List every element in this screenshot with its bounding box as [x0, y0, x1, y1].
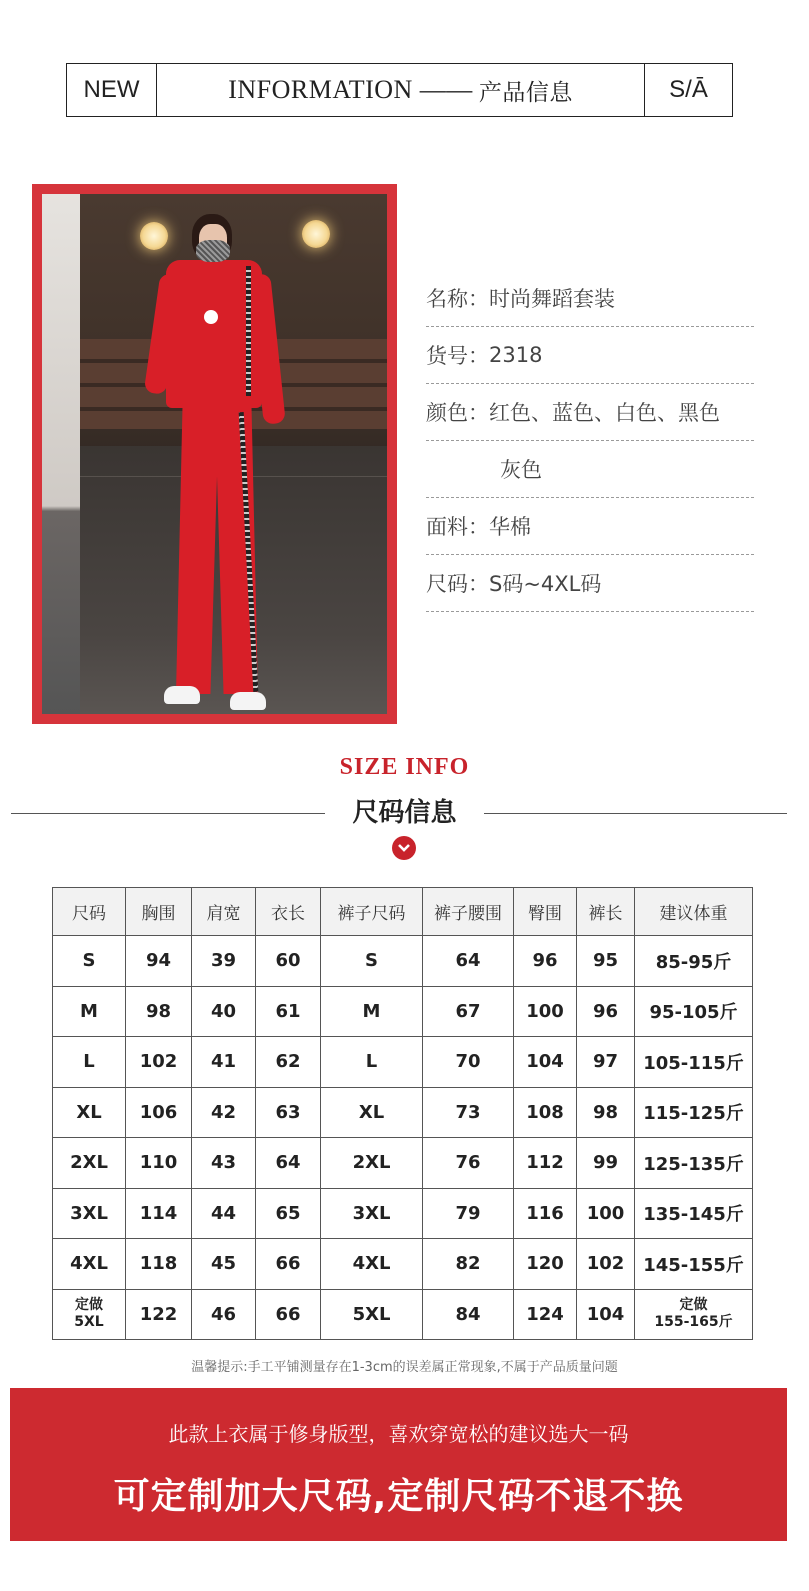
- table-row: [53, 1188, 753, 1239]
- table-row: [53, 986, 753, 1037]
- product-info-list: [426, 270, 754, 612]
- info-value: 2318: [489, 343, 543, 367]
- jacket-logo: [204, 310, 218, 324]
- info-label: 面料：: [426, 515, 489, 539]
- table-cell: 104: [577, 1289, 635, 1340]
- table-cell: 122: [126, 1289, 192, 1340]
- table-cell: 97: [577, 1037, 635, 1088]
- chevron-down-icon: [392, 836, 416, 860]
- table-cell: 63: [256, 1087, 321, 1138]
- table-cell: 102: [126, 1037, 192, 1088]
- table-cell: 46: [192, 1289, 256, 1340]
- table-cell: 98: [126, 986, 192, 1037]
- info-label: 名称：: [426, 287, 489, 311]
- info-row-size: [426, 555, 754, 612]
- divider-right: [484, 813, 787, 814]
- table-cell: 61: [256, 986, 321, 1037]
- table-cell: 98: [577, 1087, 635, 1138]
- model-figure: [150, 214, 290, 714]
- table-cell: 40: [192, 986, 256, 1037]
- table-cell: 2XL: [53, 1138, 126, 1189]
- promo-banner: [10, 1388, 787, 1541]
- info-row-sku: [426, 327, 754, 384]
- table-header-cell: 衣长: [256, 888, 321, 936]
- table-cell: 115-125斤: [635, 1087, 753, 1138]
- table-cell: 64: [423, 936, 514, 987]
- table-header-cell: 裤长: [577, 888, 635, 936]
- table-header-cell: 裤子腰围: [423, 888, 514, 936]
- size-info-title-cn: 尺码信息: [352, 798, 457, 828]
- table-cell: 62: [256, 1037, 321, 1088]
- table-cell: 120: [514, 1239, 577, 1290]
- table-cell: 124: [514, 1289, 577, 1340]
- table-row: [53, 1037, 753, 1088]
- table-cell: 100: [577, 1188, 635, 1239]
- table-body: [53, 936, 753, 1340]
- table-cell: 60: [256, 936, 321, 987]
- info-label: 货号：: [426, 344, 489, 368]
- info-row-fabric: [426, 498, 754, 555]
- table-cell: 95: [577, 936, 635, 987]
- photo-scene: [42, 194, 387, 714]
- table-cell: 125-135斤: [635, 1138, 753, 1189]
- table-header-cell: 胸围: [126, 888, 192, 936]
- table-cell: 2XL: [321, 1138, 423, 1189]
- table-cell: 定做 5XL: [53, 1289, 126, 1340]
- table-row: [53, 1138, 753, 1189]
- table-cell: L: [321, 1037, 423, 1088]
- table-cell: 135-145斤: [635, 1188, 753, 1239]
- table-cell: 44: [192, 1188, 256, 1239]
- table-cell: 67: [423, 986, 514, 1037]
- wall: [42, 194, 80, 714]
- table-cell: 3XL: [321, 1188, 423, 1239]
- table-cell: 116: [514, 1188, 577, 1239]
- table-cell: 定做 155-165斤: [635, 1289, 753, 1340]
- table-cell: 112: [514, 1138, 577, 1189]
- info-row-color-cont: [426, 441, 754, 498]
- header-title-cn: 产品信息: [478, 79, 573, 106]
- table-header-cell: 尺码: [53, 888, 126, 936]
- shoe-left: [164, 686, 200, 704]
- table-header-row: [53, 888, 753, 936]
- table-cell: 76: [423, 1138, 514, 1189]
- table-cell: S: [53, 936, 126, 987]
- table-cell: 65: [256, 1188, 321, 1239]
- info-value: 时尚舞蹈套装: [489, 287, 615, 311]
- info-value: S码~4XL码: [489, 572, 602, 596]
- table-cell: 5XL: [321, 1289, 423, 1340]
- lamp-right: [302, 220, 330, 248]
- table-header-cell: 裤子尺码: [321, 888, 423, 936]
- jacket-stripe: [246, 266, 251, 396]
- table-cell: L: [53, 1037, 126, 1088]
- table-cell: 4XL: [53, 1239, 126, 1290]
- table-cell: 108: [514, 1087, 577, 1138]
- brand-label: S/Ā: [644, 64, 732, 116]
- product-photo: [32, 184, 397, 724]
- table-cell: 70: [423, 1037, 514, 1088]
- table-cell: 96: [514, 936, 577, 987]
- table-cell: 45: [192, 1239, 256, 1290]
- table-header-cell: 建议体重: [635, 888, 753, 936]
- table-row: [53, 1239, 753, 1290]
- table-cell: 66: [256, 1289, 321, 1340]
- table-cell: 104: [514, 1037, 577, 1088]
- table-row: [53, 936, 753, 987]
- table-cell: 106: [126, 1087, 192, 1138]
- new-label: NEW: [67, 64, 157, 116]
- table-cell: 145-155斤: [635, 1239, 753, 1290]
- table-cell: 100: [514, 986, 577, 1037]
- size-info-title-en: SIZE INFO: [339, 754, 470, 780]
- table-cell: 39: [192, 936, 256, 987]
- table-cell: 110: [126, 1138, 192, 1189]
- banner-line-2: 可定制加大尺码,定制尺码不退不换: [113, 1476, 684, 1517]
- table-cell: 64: [256, 1138, 321, 1189]
- info-header-bar: [66, 63, 733, 117]
- info-value: 灰色: [500, 458, 542, 482]
- table-cell: 3XL: [53, 1188, 126, 1239]
- table-cell: M: [53, 986, 126, 1037]
- table-row: [53, 1289, 753, 1340]
- table-cell: 4XL: [321, 1239, 423, 1290]
- info-value: 红色、蓝色、白色、黑色: [489, 401, 720, 425]
- model-mask: [196, 240, 230, 262]
- table-header-cell: 肩宽: [192, 888, 256, 936]
- banner-line-1: 此款上衣属于修身版型，喜欢穿宽松的建议选大一码: [168, 1422, 629, 1446]
- table-cell: 114: [126, 1188, 192, 1239]
- table-cell: 99: [577, 1138, 635, 1189]
- info-label: 颜色：: [426, 401, 489, 425]
- table-cell: 96: [577, 986, 635, 1037]
- info-label: 尺码：: [426, 572, 489, 596]
- table-cell: 82: [423, 1239, 514, 1290]
- table-cell: 118: [126, 1239, 192, 1290]
- measurement-note: 温馨提示:手工平铺测量存在1-3cm的误差属正常现象,不属于产品质量问题: [191, 1360, 618, 1375]
- table-cell: 85-95斤: [635, 936, 753, 987]
- size-table: [52, 887, 753, 1340]
- table-cell: 94: [126, 936, 192, 987]
- table-cell: 102: [577, 1239, 635, 1290]
- table-cell: M: [321, 986, 423, 1037]
- table-cell: 84: [423, 1289, 514, 1340]
- table-cell: 73: [423, 1087, 514, 1138]
- table-cell: 79: [423, 1188, 514, 1239]
- info-row-color: [426, 384, 754, 441]
- table-cell: 43: [192, 1138, 256, 1189]
- table-cell: S: [321, 936, 423, 987]
- table-cell: 66: [256, 1239, 321, 1290]
- table-cell: 105-115斤: [635, 1037, 753, 1088]
- shoe-right: [230, 692, 266, 710]
- table-cell: 42: [192, 1087, 256, 1138]
- table-cell: XL: [321, 1087, 423, 1138]
- table-row: [53, 1087, 753, 1138]
- info-row-name: [426, 270, 754, 327]
- header-title-en: INFORMATION ——: [228, 75, 473, 104]
- table-cell: 41: [192, 1037, 256, 1088]
- table-cell: 95-105斤: [635, 986, 753, 1037]
- table-header-cell: 臀围: [514, 888, 577, 936]
- table-cell: XL: [53, 1087, 126, 1138]
- header-title: [157, 64, 644, 116]
- info-value: 华棉: [489, 515, 531, 539]
